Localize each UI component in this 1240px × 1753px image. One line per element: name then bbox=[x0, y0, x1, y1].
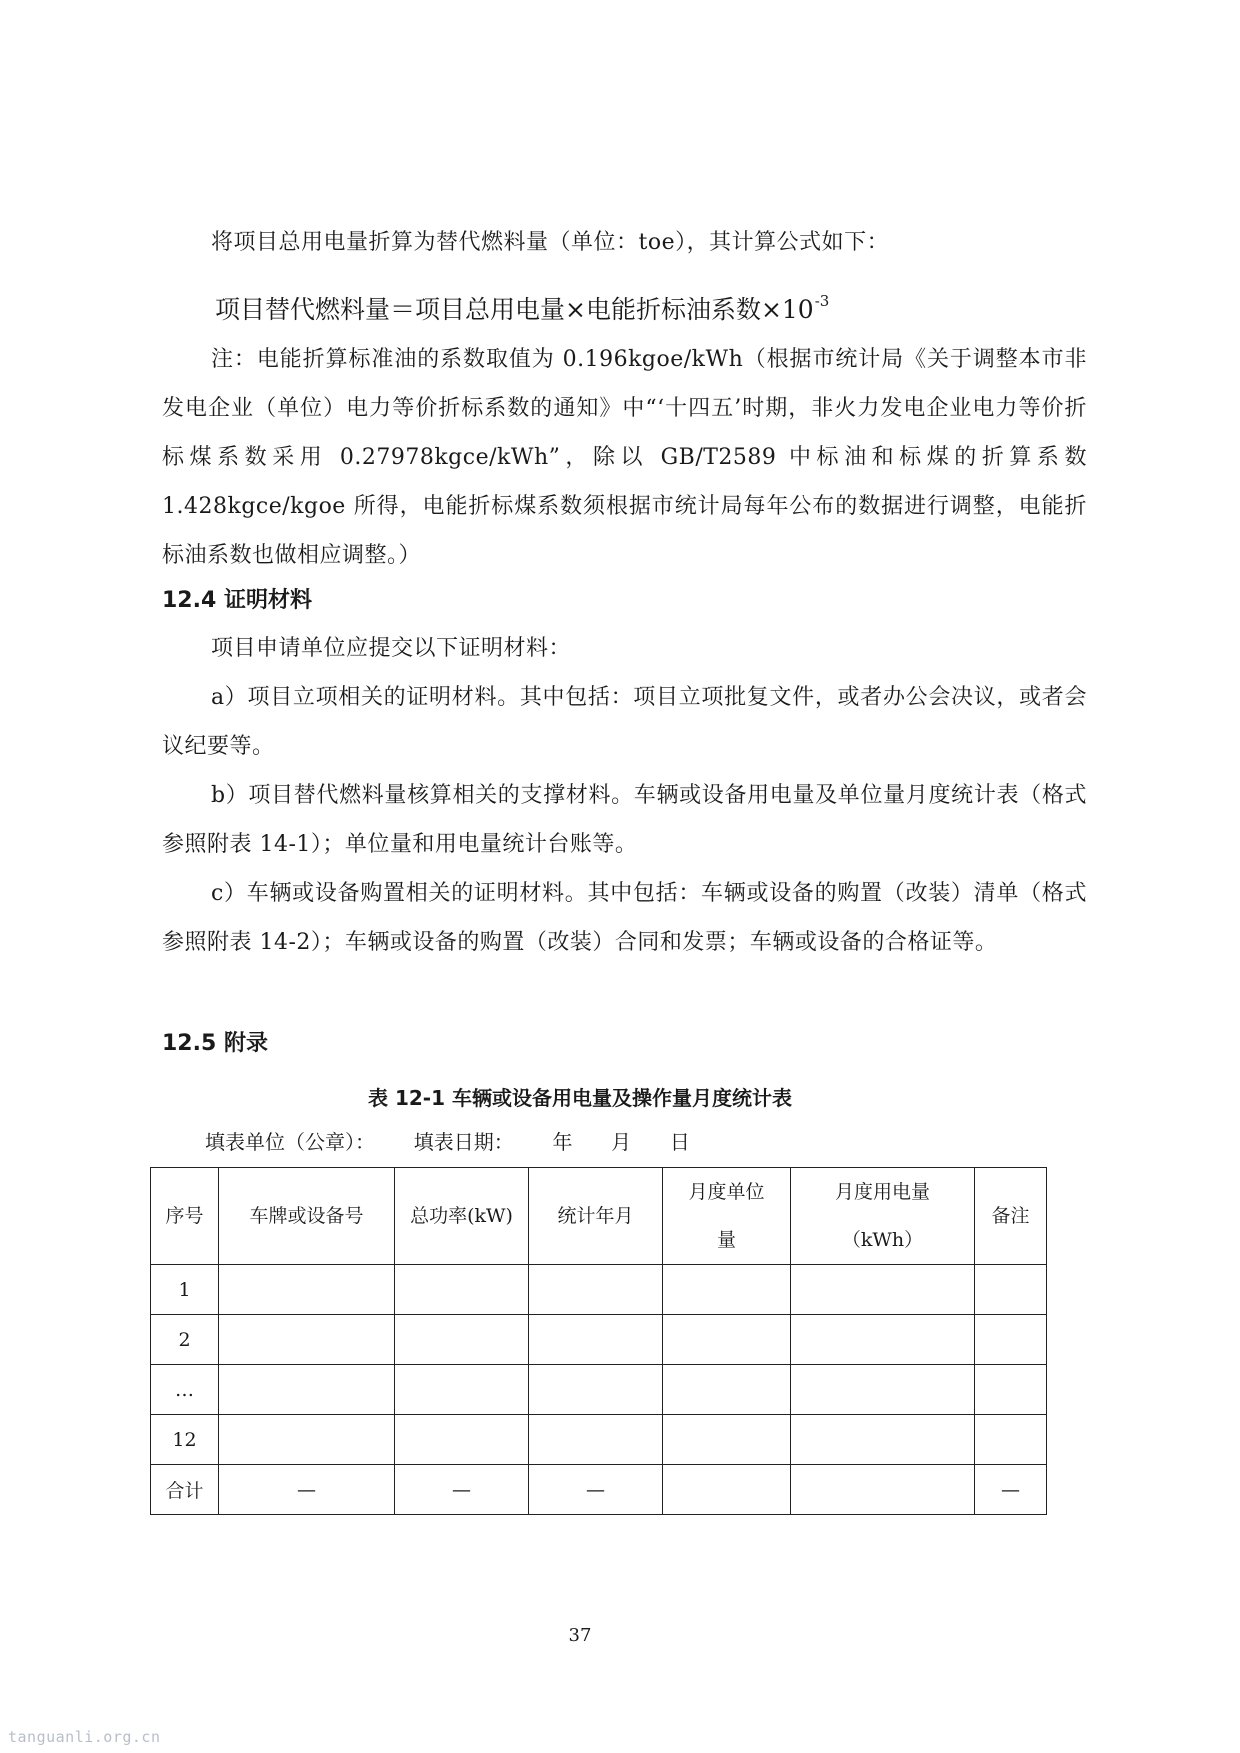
table-total-row bbox=[151, 1465, 1047, 1515]
row-seq: 1 bbox=[151, 1265, 219, 1315]
table-cell bbox=[219, 1415, 395, 1465]
table-cell bbox=[975, 1315, 1047, 1365]
formula-exponent: -3 bbox=[814, 292, 830, 310]
table-cell bbox=[395, 1315, 529, 1365]
total-dash: — bbox=[395, 1465, 529, 1515]
row-seq: … bbox=[151, 1365, 219, 1415]
table-row bbox=[151, 1365, 1047, 1415]
table-row bbox=[151, 1315, 1047, 1365]
intro-paragraph: 将项目总用电量折算为替代燃料量（单位：toe），其计算公式如下： bbox=[211, 230, 890, 255]
header-plate: 车牌或设备号 bbox=[219, 1168, 395, 1265]
section-12-4-lead: 项目申请单位应提交以下证明材料： bbox=[211, 636, 572, 661]
table-cell bbox=[663, 1315, 791, 1365]
header-monthly-unit-line2: 量 bbox=[716, 1229, 736, 1251]
table-cell bbox=[529, 1365, 663, 1415]
table-cell bbox=[975, 1265, 1047, 1315]
section-12-4-item-c: c）车辆或设备购置相关的证明材料。其中包括：车辆或设备的购置（改装）清单（格式参照附表 14-2）；车辆或设备的购置（改装）合同和发票；车辆或设备的合格证等。 bbox=[162, 881, 1087, 955]
table-cell bbox=[395, 1365, 529, 1415]
monthly-statistics-table bbox=[150, 1167, 1047, 1515]
table-cell bbox=[663, 1365, 791, 1415]
total-dash: — bbox=[975, 1465, 1047, 1515]
table-cell bbox=[395, 1415, 529, 1465]
header-seq: 序号 bbox=[151, 1168, 219, 1265]
table-cell bbox=[529, 1315, 663, 1365]
formula bbox=[215, 281, 829, 330]
section-12-4-item-b: b）项目替代燃料量核算相关的支撑材料。车辆或设备用电量及单位量月度统计表（格式参照附表 14-1）；单位量和用电量统计台账等。 bbox=[162, 783, 1087, 857]
row-seq: 2 bbox=[151, 1315, 219, 1365]
table-cell bbox=[529, 1265, 663, 1315]
header-monthly-electricity-line2: （kWh） bbox=[841, 1229, 924, 1251]
header-power: 总功率(kW) bbox=[395, 1168, 529, 1265]
table-title: 表 12-1 车辆或设备用电量及操作量月度统计表 bbox=[368, 1086, 792, 1110]
table-row bbox=[151, 1265, 1047, 1315]
section-heading-12-4: 12.4 证明材料 bbox=[162, 588, 312, 613]
header-monthly-unit bbox=[663, 1168, 791, 1265]
table-cell bbox=[791, 1315, 975, 1365]
table-cell bbox=[663, 1415, 791, 1465]
header-year-month: 统计年月 bbox=[529, 1168, 663, 1265]
section-12-4-item-a: a）项目立项相关的证明材料。其中包括：项目立项批复文件，或者办公会决议，或者会议纪要等。 bbox=[162, 685, 1087, 759]
formula-text: 项目替代燃料量＝项目总用电量×电能折标油系数×10 bbox=[215, 295, 814, 324]
table-cell bbox=[219, 1315, 395, 1365]
fill-info-line bbox=[205, 1125, 690, 1159]
table-cell bbox=[975, 1365, 1047, 1415]
header-remark: 备注 bbox=[975, 1168, 1047, 1265]
table-cell bbox=[975, 1415, 1047, 1465]
table-cell bbox=[663, 1465, 791, 1515]
table-cell bbox=[219, 1265, 395, 1315]
section-heading-12-5: 12.5 附录 bbox=[162, 1031, 268, 1056]
table-cell bbox=[791, 1265, 975, 1315]
fill-unit-label: 填表单位（公章）： bbox=[205, 1130, 375, 1154]
fill-date-label: 填表日期： bbox=[413, 1130, 514, 1154]
total-label: 合计 bbox=[151, 1465, 219, 1515]
table-header-row bbox=[151, 1168, 1047, 1265]
table-cell bbox=[395, 1265, 529, 1315]
note-paragraph: 注：电能折算标准油的系数取值为 0.196kgoe/kWh（根据市统计局《关于调整本市非发电企业（单位）电力等价折标系数的通知》中“‘十四五’时期，非火力发电企业电力等价折标煤系数采用 0.27978kgce/kWh”，除以 GB/T2589 中标油和标煤的折算系数 1.428kgce/kgoe 所得，电能折标煤系数须根据市统计局每年公布的数据进行调整，电能折标油系数也做相应调整。） bbox=[162, 347, 1087, 568]
table-cell bbox=[791, 1415, 975, 1465]
fill-year-label: 年 bbox=[552, 1130, 573, 1154]
fill-month-label: 月 bbox=[611, 1130, 632, 1154]
watermark: tanguanli.org.cn bbox=[8, 1728, 161, 1746]
table-cell bbox=[791, 1465, 975, 1515]
table-cell bbox=[529, 1415, 663, 1465]
header-monthly-unit-line1: 月度单位 bbox=[688, 1181, 765, 1203]
fill-day-label: 日 bbox=[669, 1130, 690, 1154]
header-monthly-electricity-line1: 月度用电量 bbox=[834, 1181, 930, 1203]
table-cell bbox=[219, 1365, 395, 1415]
page-number: 37 bbox=[568, 1625, 592, 1646]
table-row bbox=[151, 1415, 1047, 1465]
table-cell bbox=[791, 1365, 975, 1415]
row-seq: 12 bbox=[151, 1415, 219, 1465]
header-monthly-electricity bbox=[791, 1168, 975, 1265]
table-cell bbox=[663, 1265, 791, 1315]
total-dash: — bbox=[529, 1465, 663, 1515]
total-dash: — bbox=[219, 1465, 395, 1515]
